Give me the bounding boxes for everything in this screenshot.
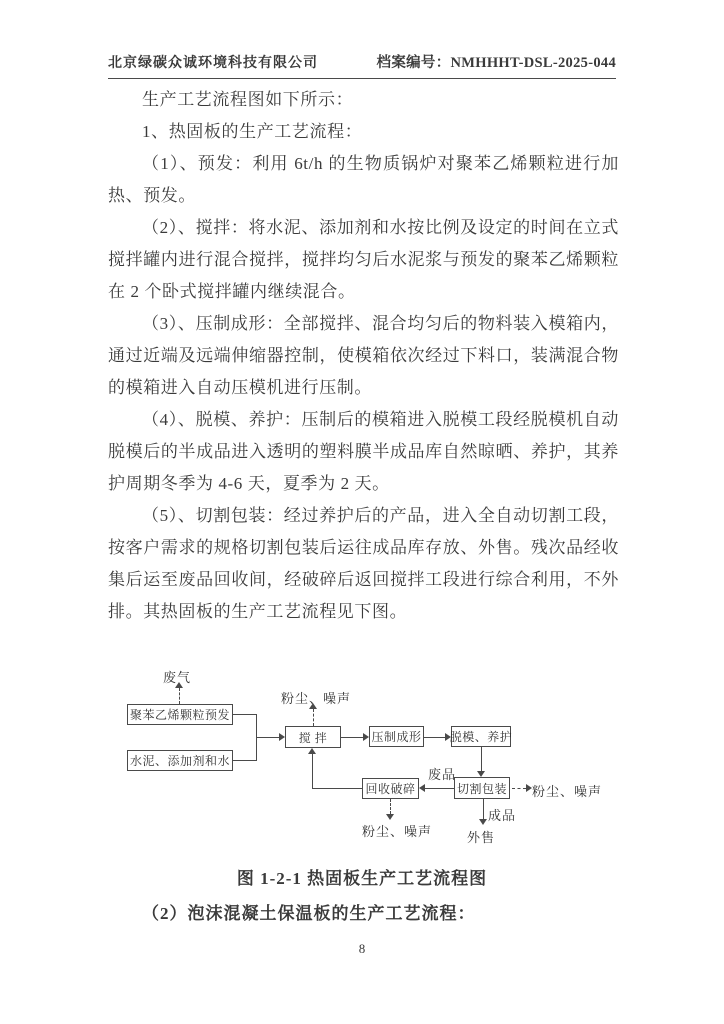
figure-caption: 图 1-2-1 热固板生产工艺流程图 [236, 869, 488, 888]
body-paragraph: 生产工艺流程图如下所示： [142, 90, 354, 109]
label-waste-gas: 废气 [163, 670, 192, 685]
body-paragraph: （4）、脱模、养护：压制后的模箱进入脱模工段经脱模机自动脱模后的半成品进入透明的塑料膜半成品库自然晾晒、养护，其养护周期冬季为 4-6 天，夏季为 2 天。 [108, 410, 619, 493]
connector-pressing-demolding [424, 737, 445, 738]
label-sold: 外售 [467, 830, 496, 845]
label-finished-product: 成品 [488, 808, 517, 823]
page-number: 8 [358, 941, 366, 956]
connector-preexpansion-junction [233, 714, 256, 715]
body-paragraph: （5）、切割包装：经过养护后的产品，进入全自动切割工段，按客户需求的规格切割包装后运往成品库存放、外售。残次品经收集后运至废品回收间，经破碎后返回搅拌工段进行综合利用，不外排。其热固板的生产工艺流程见下图。 [108, 506, 619, 621]
body-paragraph: （1）、预发：利用 6t/h 的生物质锅炉对聚苯乙烯颗粒进行加热、预发。 [108, 154, 619, 205]
connector-cutting-sold [483, 799, 484, 819]
label-dust-noise-recycling: 粉尘、噪声 [362, 824, 433, 839]
arrowhead-into-cutting [477, 771, 485, 777]
arrowhead-dust-mixing [309, 703, 317, 709]
emission-line-waste-gas [179, 688, 180, 704]
arrowhead-into-sold [479, 819, 487, 825]
arrowhead-into-pressing [363, 733, 369, 741]
connector-materials-junction [233, 760, 256, 761]
subheading: （2）泡沫混凝土保温板的生产工艺流程： [142, 904, 476, 923]
flow-box-pressing: 压制成形 [369, 726, 424, 747]
flow-box-cutting: 切割包装 [454, 777, 510, 799]
body-paragraph: （2）、搅拌：将水泥、添加剂和水按比例及设定的时间在立式搅拌罐内进行混合搅拌，搅拌均匀后水泥浆与预发的聚苯乙烯颗粒在 2 个卧式搅拌罐内继续混合。 [108, 218, 619, 301]
label-dust-noise-cutting: 粉尘、噪声 [532, 784, 603, 799]
flow-box-mixing: 搅 拌 [285, 726, 341, 748]
emission-line-dust-recycling [390, 799, 391, 814]
arrowhead-dust-recycling [386, 814, 394, 820]
arrowhead-return-into-mixing [308, 748, 316, 754]
arrowhead-waste-gas [175, 682, 183, 688]
connector-mixing-pressing [341, 737, 363, 738]
label-waste-product: 废品 [428, 767, 457, 782]
flow-box-pre-expansion: 聚苯乙烯颗粒预发 [127, 704, 233, 725]
connector-cutting-recycling [425, 788, 454, 789]
connector-demolding-cutting [481, 747, 482, 771]
flow-box-recycling: 回收破碎 [362, 778, 419, 799]
archive-number: 档案编号：NMHHHT-DSL-2025-044 [376, 55, 616, 71]
arrowhead-dust-cutting [526, 784, 532, 792]
label-dust-noise-mixing: 粉尘、噪声 [281, 691, 352, 706]
arrowhead-into-mixing [279, 733, 285, 741]
body-paragraph: （3）、压制成形：全部搅拌、混合均匀后的物料装入模箱内，通过近端及远端伸缩器控制，使模箱依次经过下料口，装满混合物的模箱进入自动压模机进行压制。 [108, 314, 619, 397]
connector-recycling-return-v [312, 753, 313, 788]
connector-recycling-return-h [312, 788, 362, 789]
arrowhead-into-demolding [445, 733, 451, 741]
emission-line-dust-cutting [512, 788, 526, 789]
flow-box-materials: 水泥、添加剂和水 [127, 750, 233, 771]
flow-box-demolding: 脱模、养护 [451, 726, 511, 747]
emission-line-dust-mixing [313, 709, 314, 726]
body-paragraph: 1、热固板的生产工艺流程： [142, 122, 363, 141]
arrowhead-into-recycling [419, 784, 425, 792]
connector-junction-mixing [256, 737, 279, 738]
company-name: 北京绿碳众诚环境科技有限公司 [108, 56, 318, 71]
